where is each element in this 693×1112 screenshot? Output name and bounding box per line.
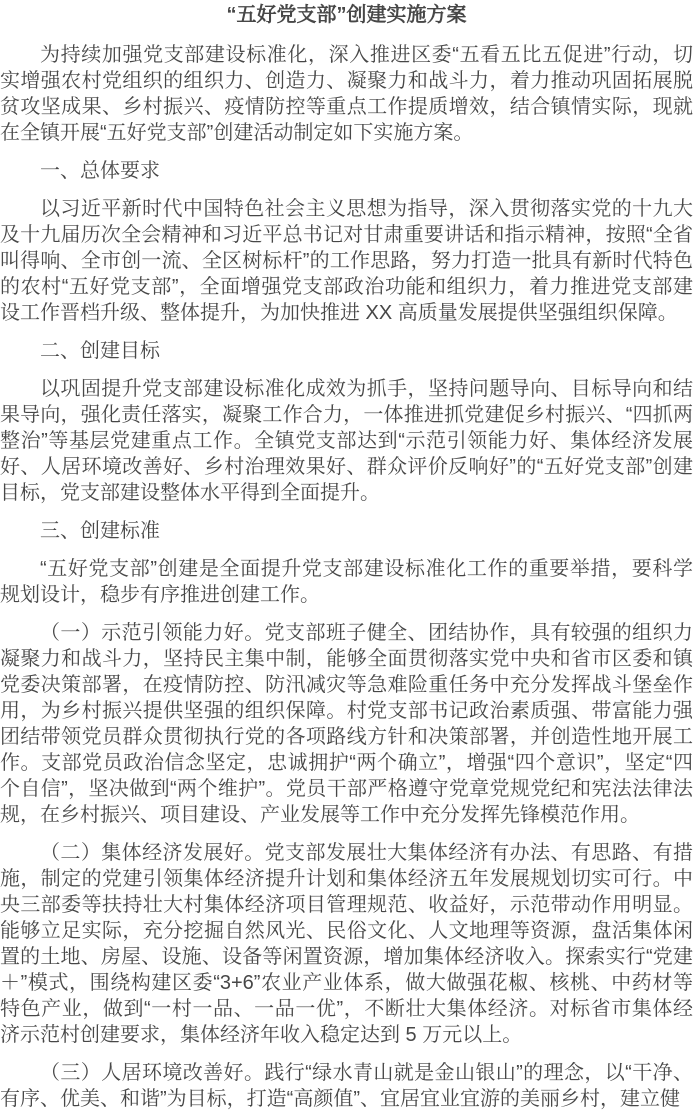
section-heading: 一、总体要求	[40, 160, 160, 182]
document-paragraph: 以习近平新时代中国特色社会主义思想为指导，深入贯彻落实党的十九大及十九届历次全会精神和习近平总书记对甘肃重要讲话和指示精神，按照“全省叫得响、全市创一流、全区树标杆”的工作思路，努力打造一批具有新时代特色的农村“五好党支部”，全面增强党支部政治功能和组织力，着力推进党支部建设工作晋档升级、整体提升，为加快推进 XX 高质量发展提供坚强组织保障。	[0, 198, 693, 324]
document-paragraph: （三）人居环境改善好。践行“绿水青山就是金山银山”的理念，以“干净、有序、优美、和谐”为目标，打造“高颜值”、宜居宜业宜游的美丽乡村，建立健	[0, 1062, 693, 1110]
document-paragraph: （一）示范引领能力好。党支部班子健全、团结协作，具有较强的组织力凝聚力和战斗力，坚持民主集中制，能够全面贯彻落实党中央和省市区委和镇党委决策部署，在疫情防控、防汛减灾等急难险重任务中充分发挥战斗堡垒作用，为乡村振兴提供坚强的组织保障。村党支部书记政治素质强、带富能力强团结带领党员群众贯彻执行党的各项路线方针和决策部署，并创造性地开展工作。支部党员政治信念坚定，忠诚拥护“两个确立”，增强“四个意识”，坚定“四个自信”，坚决做到“两个维护”。党员干部严格遵守党章党规党纪和宪法法律法规，在乡村振兴、项目建设、产业发展等工作中充分发挥先锋模范作用。	[0, 622, 693, 826]
section-heading: 二、创建目标	[40, 340, 160, 362]
document-title: “五好党支部”创建实施方案	[226, 4, 467, 26]
section-heading: 三、创建标准	[40, 520, 160, 542]
document-paragraph: “五好党支部”创建是全面提升党支部建设标准化工作的重要举措，要科学规划设计，稳步有序推进创建工作。	[0, 558, 693, 606]
document-paragraph: 为持续加强党支部建设标准化，深入推进区委“五看五比五促进”行动，切实增强农村党组织的组织力、创造力、凝聚力和战斗力，着力推动巩固拓展脱贫攻坚成果、乡村振兴、疫情防控等重点工作提质增效，结合镇情实际，现就在全镇开展“五好党支部”创建活动制定如下实施方案。	[0, 44, 693, 144]
document-paragraph: （二）集体经济发展好。党支部发展壮大集体经济有办法、有思路、有措施，制定的党建引领集体经济提升计划和集体经济五年发展规划切实可行。中央三部委等扶持壮大村集体经济项目管理规范、收益好，示范带动作用明显。能够立足实际，充分挖掘自然风光、民俗文化、人文地理等资源，盘活集体闲置的土地、房屋、设施、设备等闲置资源，增加集体经济收入。探索实行“党建＋”模式，围绕构建区委“3+6”农业产业体系，做大做强花椒、核桃、中药材等特色产业，做到“一村一品、一品一优”，不断壮大集体经济。对标省市集体经济示范村创建要求，集体经济年收入稳定达到 5 万元以上。	[0, 842, 693, 1046]
document-body	[0, 42, 693, 1112]
document-paragraph: 以巩固提升党支部建设标准化成效为抓手，坚持问题导向、目标导向和结果导向，强化责任落实，凝聚工作合力，一体推进抓党建促乡村振兴、“四抓两整治”等基层党建重点工作。全镇党支部达到“示范引领能力好、集体经济发展好、人居环境改善好、乡村治理效果好、群众评价反响好”的“五好党支部”创建目标，党支部建设整体水平得到全面提升。	[0, 378, 693, 504]
